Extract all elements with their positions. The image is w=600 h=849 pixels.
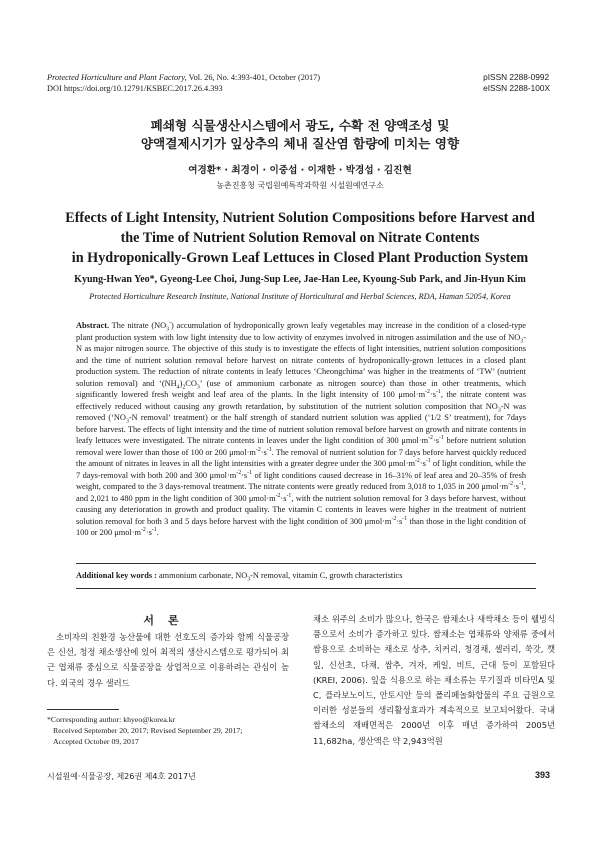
superscript: -1: [402, 515, 408, 522]
journal-name: Protected Horticulture and Plant Factory,: [47, 73, 187, 82]
abstract-text: ·s: [432, 436, 439, 445]
abstract-text: ·s: [429, 390, 436, 399]
superscript: -1: [435, 389, 441, 396]
subscript: 3: [247, 576, 251, 583]
subscript: 4: [176, 384, 180, 391]
subscript: 2: [182, 384, 186, 391]
accepted-date: Accepted October 09, 2017: [53, 737, 139, 746]
intro-left-column: 소비자의 친환경 농산물에 대한 선호도의 증가와 함께 식물공장은 신선, 청정 채소생산에 있어 최적의 생산시스템으로 평가되어 최근 엽채류 중심으로 식물공장을 상업적으로 이용하려는 관심이 높다. 외국의 경우 샐러드: [47, 632, 289, 688]
english-title-line: Effects of Light Intensity, Nutrient Solution Compositions before Harvest and: [65, 210, 535, 226]
footnote-divider: [47, 709, 119, 710]
subscript: 3: [125, 418, 129, 425]
superscript: -1: [439, 435, 444, 442]
pissn: pISSN 2288-0992: [483, 72, 550, 82]
superscript: -2: [391, 515, 397, 522]
superscript: -1: [266, 446, 272, 453]
korean-authors: 여경환* · 최경이 · 이중섭 · 이재한 · 박경섭 · 김진현: [188, 165, 412, 176]
subscript: 3: [166, 326, 170, 333]
footer-journal: 시설원예·식물공장, 제26권 제4호 2017년: [47, 772, 196, 781]
abstract-text: ’ (use of ammonium carbonate as nitrogen source) than those in other treatments, which significantly lowered fresh weight and leaf area of the plants. In the light intensity of 100 μmol·m: [76, 378, 526, 399]
abstract: [76, 320, 526, 539]
superscript: -: [169, 320, 172, 327]
abstract-text: ·s: [280, 493, 287, 503]
abstract-text: -N removal’ treatment) or the half strength of standard nutrient solution was applied (‘1/2 S’ treatment), for 7days before harvest. The effects of light intensity and the time of nutrient solution removal before harvest on growth and nitrate contents in leafy lettuces were investigated. The nitrate contents in leaves under the light condition of 300 μmol·m: [76, 413, 527, 445]
superscript: -2: [236, 469, 242, 476]
korean-affiliation: 농촌진흥청 국립원예특작과학원 시설원예연구소: [216, 181, 384, 190]
abstract-text: ·s: [145, 528, 152, 537]
abstract-text: ·s: [513, 482, 520, 491]
divider: [76, 563, 536, 564]
superscript: -2: [508, 481, 514, 488]
footnote: [47, 714, 297, 747]
english-authors: Kyung-Hwan Yeo*, Gyeong-Lee Choi, Jung-Sup Lee, Jae-Han Lee, Kyoung-Sub Park, and Jin-Hyun Kim: [74, 274, 526, 285]
superscript: -2: [140, 527, 146, 534]
eissn: eISSN 2288-100X: [483, 83, 550, 93]
superscript: -1: [286, 492, 292, 499]
superscript: -1: [247, 469, 253, 476]
abstract-text: CO: [185, 378, 197, 388]
superscript: -1: [425, 458, 431, 465]
superscript: -2: [425, 389, 430, 396]
superscript: -1: [151, 527, 157, 534]
keywords: [76, 571, 536, 583]
abstract-text: , and 2,021 to 480 ppm in the light condition of 300 μmol·m: [76, 482, 526, 503]
keywords-text: ammonium carbonate, NO: [156, 571, 248, 580]
doi-link[interactable]: DOI https://doi.org/10.12791/KSBEC.2017.26.4.393: [47, 84, 223, 93]
abstract-text: than those in the light condition of 100 or 200 μmol·m: [76, 516, 526, 537]
keywords-text: -N removal, vitamin C, growth characteristics: [250, 571, 403, 580]
issn-block: [483, 72, 550, 94]
korean-title-line: 양액결제시기가 잎상추의 체내 질산염 함량에 미치는 영향: [140, 136, 460, 151]
abstract-label: Abstract.: [76, 321, 110, 330]
abstract-text: , the nitrate content was effectively reduced without causing any growth retardation, by substitution of the nutrient solution composition that NO: [76, 390, 526, 411]
english-title-line: the Time of Nutrient Solution Removal on Nitrate Contents: [120, 230, 480, 246]
abstract-text: , with the nutrient solution removal for 3 days before harvest, without causing any deterioration in growth and product quality. The vitamin C contents in leaves were higher in the treatment of nutrient solution removal for both 3 and 5 days before harvest with the light condition of 300 μmol·m: [76, 493, 526, 526]
abstract-text: ·s: [396, 516, 403, 526]
received-date: Received September 20, 2017; Revised September 29, 2017;: [53, 726, 243, 735]
abstract-text: . The removal of nutrient solution for 7 days before harvest quickly reduced the amount of nitrates in leaves in all the light intensities with a greater degree under the 300 μmol·m: [76, 447, 526, 468]
subscript: 3: [196, 384, 200, 391]
abstract-text: ·s: [419, 459, 426, 468]
abstract-text: ): [179, 378, 183, 388]
journal-header: [47, 72, 320, 94]
superscript: -2: [275, 492, 281, 499]
subscript: 3: [520, 338, 524, 345]
english-affiliation: Protected Horticulture Research Institute, National Institute of Horticultural and Herbal Sciences, RDA, Haman 52054, Korea: [89, 292, 511, 301]
divider: [76, 588, 536, 589]
abstract-text: of light condition, while the 7 days-removal with both 200 and 300 μmol·m: [76, 459, 526, 480]
english-title-line: in Hydroponically-Grown Leaf Lettuces in Closed Plant Production System: [71, 250, 529, 266]
abstract-text: -N as major nitrogen source. The objective of this study is to investigate the effects of light intensities, nutrient solution compositions and the time of nutrient solution removal before harvest on nitrate contents of hydroponically-grown lettuces in a closed plant production system. The reduction of nitrate contents in leafy lettuces ‘Cheongchima’ was higher in the treatments of ‘TW’ (nutrient solution removal) and ‘(NH: [76, 332, 526, 388]
abstract-text: The nitrate (NO: [109, 321, 167, 330]
korean-title: [0, 117, 600, 153]
superscript: -2: [428, 435, 433, 442]
abstract-text: ·s: [260, 447, 267, 457]
superscript: -2: [414, 458, 420, 465]
korean-title-line: 폐쇄형 식물생산시스템에서 광도, 수확 전 양액조성 및: [150, 118, 450, 133]
english-title: [0, 208, 600, 268]
subscript: 3: [497, 407, 501, 414]
abstract-text: -N was removed (‘NO: [76, 401, 526, 422]
corresponding-author: *Corresponding author: khyeo@korea.kr: [47, 715, 176, 724]
abstract-text: .: [156, 528, 159, 537]
superscript: -2: [255, 446, 261, 453]
abstract-text: ) accumulation of hydroponically grown leafy vegetables may increase in the condition of a closed-type plant production system with low light intensity due to low activity of enzymes involved in nitrogen assimilation and the use of NO: [76, 321, 526, 342]
abstract-text: of light conditions caused decrease in 16–31% of leaf area and 20–35% of fresh weight, compared to the 3 days-removal treatment. The nitrate contents were greatly reduced from 3,018 to 1,035 in 200 μmol·m: [76, 470, 526, 491]
abstract-text: before nutrient solution removal were lower than those of 100 or 200 μmol·m: [76, 436, 526, 457]
abstract-text: ·s: [241, 470, 248, 480]
section-heading-introduction: 서론: [143, 614, 193, 627]
keywords-label: Additional key words :: [76, 571, 157, 580]
journal-citation: Vol. 26, No. 4:393-401, October (2017): [186, 73, 321, 82]
intro-right-column: 채소 위주의 소비가 많으나, 한국은 쌈채소나 새싹채소 등이 웰빙식품으로서 소비가 증가하고 있다. 쌈채소는 엽채류와 양채류 중에서 쌈용으로 소비하는 채소로 상추, 치커리, 청경채, 셀러리, 쑥갓, 깻잎, 신선초, 다채, 쌈추, 겨자, 케일, 비트, 근대 등이 포함된다(KREI, 2006). 잎을 식용으로 하는 채소류는 무기질과 비타민A 및 C, 플라보노이드, 안토시안 등의 폴리페놀화합물의 주요 급원으로 이러한 성분들의 생리활성효과가 계속적으로 보고되어왔다. 국내 쌈채소의 재배면적은 2000년 이후 매년 증가하여 2005년 11,682ha, 생산액은 약 2,943억원: [313, 614, 555, 746]
page-number: 393: [534, 770, 550, 780]
superscript: -1: [519, 481, 524, 488]
